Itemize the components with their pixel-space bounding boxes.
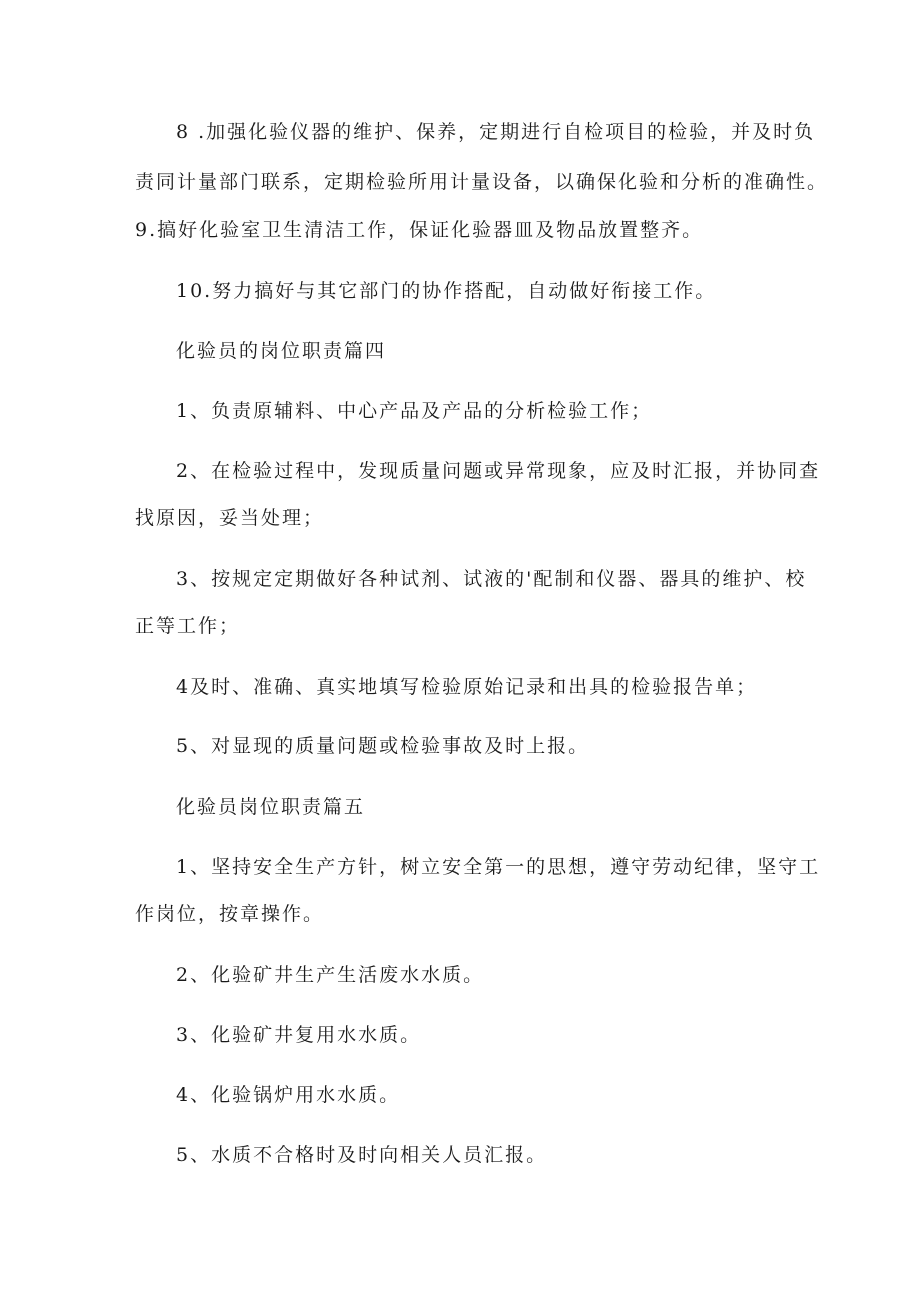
section-4-heading: 化验员的岗位职责篇四 xyxy=(176,340,387,362)
section-4-item-3-line-2: 正等工作； xyxy=(135,615,241,637)
section-5-item-1-line-1: 1、坚持安全生产方针，树立安全第一的思想，遵守劳动纪律，坚守工 xyxy=(176,856,821,878)
para-8-line-1: 8 .加强化验仪器的维护、保养，定期进行自检项目的检验，并及时负 xyxy=(176,121,816,143)
section-5-item-2: 2、化验矿井生产生活废水水质。 xyxy=(176,964,485,986)
para-8-line-2: 责同计量部门联系，定期检验所用计量设备，以确保化验和分析的准确性。 xyxy=(135,171,829,193)
section-4-item-1: 1、负责原辅料、中心产品及产品的分析检验工作； xyxy=(176,400,653,422)
section-4-item-5: 5、对显现的质量问题或检验事故及时上报。 xyxy=(176,735,590,757)
section-4-item-2-line-1: 2、在检验过程中，发现质量问题或异常现象，应及时汇报，并协同查 xyxy=(176,460,821,482)
section-4-item-2-line-2: 找原因，妥当处理； xyxy=(135,507,325,529)
section-4-item-4: 4及时、准确、真实地填写检验原始记录和出具的检验报告单； xyxy=(176,676,758,698)
section-5-item-5: 5、水质不合格时及时向相关人员汇报。 xyxy=(176,1144,548,1166)
section-4-item-3-line-1: 3、按规定定期做好各种试剂、试液的'配制和仪器、器具的维护、校 xyxy=(176,568,807,590)
section-5-item-4: 4、化验锅炉用水水质。 xyxy=(176,1084,401,1106)
section-5-item-3: 3、化验矿井复用水水质。 xyxy=(176,1024,422,1046)
para-9: 9.搞好化验室卫生清洁工作，保证化验器皿及物品放置整齐。 xyxy=(135,219,704,241)
section-5-heading: 化验员岗位职责篇五 xyxy=(176,796,366,818)
para-10: 10.努力搞好与其它部门的协作搭配，自动做好衔接工作。 xyxy=(176,280,717,302)
section-5-item-1-line-2: 作岗位，按章操作。 xyxy=(135,903,325,925)
